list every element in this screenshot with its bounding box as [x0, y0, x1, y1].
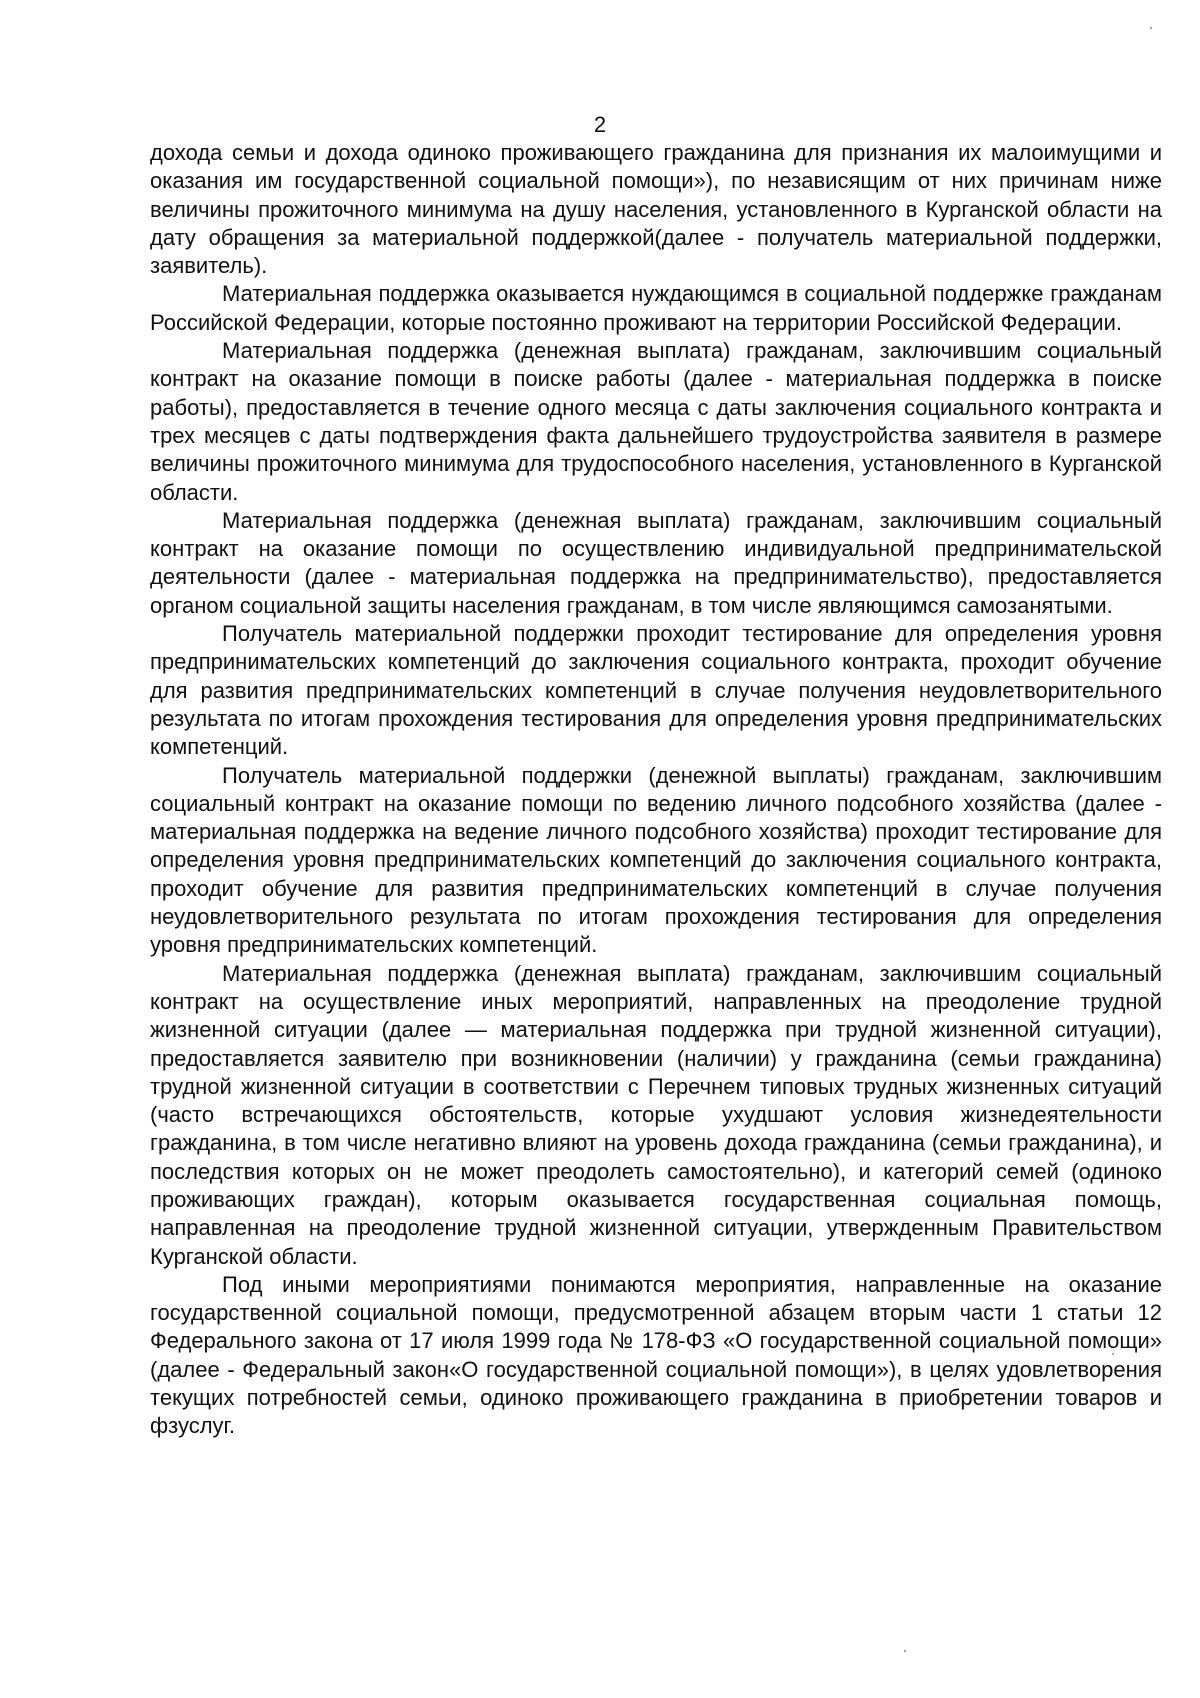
paragraph-job-search-support: Материальная поддержка (денежная выплата) гражданам, заключившим социальный контракт на оказание помощи в поиске работы (далее - материальная поддержка в поиске работы), предоставляется в течение одного месяца с даты заключения социального контракта и трех месяцев с даты подтверждения факта дальнейшего трудоустройства заявителя в размере величины прожиточного минимума для трудоспособного населения, установленного в Курганской области.: [150, 338, 1162, 505]
paragraph-entrepreneurship-support: Материальная поддержка (денежная выплата) гражданам, заключившим социальный контракт на оказание помощи по осуществлению индивидуальной предпринимательской деятельности (далее - материальная поддержка на предпринимательство), предоставляется органом социальной защиты населения гражданам, в том числе являющимся самозанятыми.: [150, 507, 1162, 618]
paragraph-eligibility: Материальная поддержка оказывается нуждающимся в социальной поддержке гражданам Российской Федерации, которые постоянно проживают на территории Российской Федерации.: [150, 281, 1162, 335]
paragraph-difficult-situation-support: Материальная поддержка (денежная выплата) гражданам, заключившим социальный контракт на осуществление иных мероприятий, направленных на преодоление трудной жизненной ситуации (далее — материальная поддержка при трудной жизненной ситуации), предоставляется заявителю при возникновении (наличии) у гражданина (семьи гражданина) трудной жизненной ситуации в соответствии с Перечнем типовых трудных жизненных ситуаций (часто встречающихся обстоятельств, которые ухудшают условия жизнедеятельности гражданина, в том числе негативно влияют на уровень дохода гражданина (семьи гражданина), и последствия которых он не может преодолеть самостоятельно), и категорий семей (одиноко проживающих граждан), которым оказывается государственная социальная помощь, направленная на преодоление трудной жизненной ситуации, утвержденным Правительством Курганской области.: [150, 960, 1162, 1269]
scan-speck: [904, 1650, 906, 1652]
page-number: 2: [593, 112, 607, 137]
scan-speck: [1150, 27, 1152, 29]
document-body: [150, 139, 1162, 1441]
paragraph-other-measures: Под иными мероприятиями понимаются мероприятия, направленные на оказание государственной социальной помощи, предусмотренной абзацем вторым части 1 статьи 12 Федерального закона от 17 июля 1999 года № 178-ФЗ «О государственной социальной помощи» (далее - Федеральный закон«О государственной социальной помощи»), в целях удовлетворения текущих потребностей семьи, одиноко проживающего гражданина в приобретении товаров и фзуслуг.: [150, 1271, 1162, 1439]
paragraph-entrepreneur-testing: Получатель материальной поддержки проходит тестирование для определения уровня предпринимательских компетенций до заключения социального контракта, проходит обучение для развития предпринимательских компетенций в случае получения неудовлетворительного результата по итогам прохождения тестирования для определения уровня предпринимательских компетенций.: [150, 621, 1162, 760]
paragraph-household-farming-support: Получатель материальной поддержки (денежной выплаты) гражданам, заключившим социальный контракт на оказание помощи по ведению личного подсобного хозяйства (далее - материальная поддержка на ведение личного подсобного хозяйства) проходит тестирование для определения уровня предпринимательских компетенций до заключения социального контракта, проходит обучение для развития предпринимательских компетенций в случае получения неудовлетворительного результата по итогам прохождения тестирования для определения уровня предпринимательских компетенций.: [150, 762, 1162, 958]
paragraph-continuation: дохода семьи и дохода одиноко проживающего гражданина для признания их малоимущими и оказания им государственной социальной помощи»), по независящим от них причинам ниже величины прожиточного минимума на душу населения, установленного в Курганской области на дату обращения за материальной поддержкой(далее - получатель материальной поддержки, заявитель).: [150, 140, 1162, 279]
scan-speck: [1112, 1353, 1114, 1355]
